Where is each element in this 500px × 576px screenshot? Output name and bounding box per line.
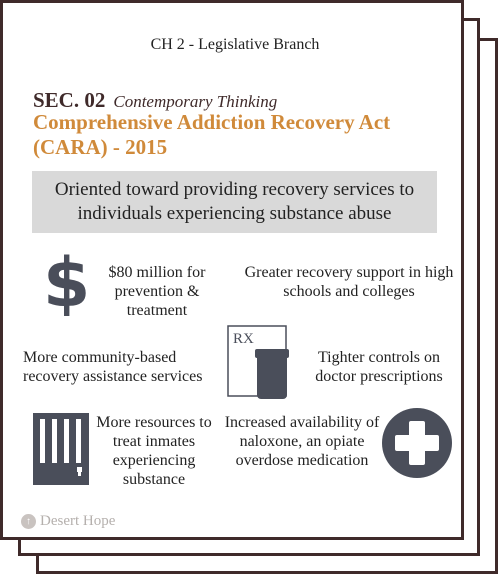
point-community-services: More community-based recovery assistance services bbox=[23, 349, 203, 385]
jail-cell-icon bbox=[33, 413, 89, 485]
rx-label: RX bbox=[233, 331, 254, 347]
desert-hope-logo bbox=[21, 513, 115, 530]
summary-text: Oriented toward providing recovery services to individuals experiencing substance abuse bbox=[54, 179, 415, 224]
point-naloxone: Increased availability of naloxone, an opiate overdose medication bbox=[224, 414, 380, 469]
medical-cross-icon bbox=[381, 407, 453, 479]
logo-text: Desert Hope bbox=[40, 513, 116, 529]
point-inmate-resources: More resources to treat inmates experiencing substance bbox=[96, 414, 212, 488]
summary-banner bbox=[32, 171, 437, 233]
section-number: SEC. 02 bbox=[33, 88, 106, 112]
chapter-title: CH 2 - Legislative Branch bbox=[150, 36, 320, 53]
prescription-bottle-icon bbox=[227, 325, 289, 399]
act-title: Comprehensive Addiction Recovery Act (CARA) - 2015 bbox=[33, 110, 391, 159]
point-prescription-controls: Tighter controls on doctor prescriptions bbox=[315, 349, 443, 385]
section-subtitle: Contemporary Thinking bbox=[113, 92, 278, 111]
dollar-icon: $ bbox=[43, 244, 91, 323]
point-funding: $80 million for prevention & treatment bbox=[108, 264, 206, 319]
point-school-support: Greater recovery support in high schools and colleges bbox=[244, 264, 454, 300]
logo-icon: ↑ bbox=[21, 514, 36, 529]
